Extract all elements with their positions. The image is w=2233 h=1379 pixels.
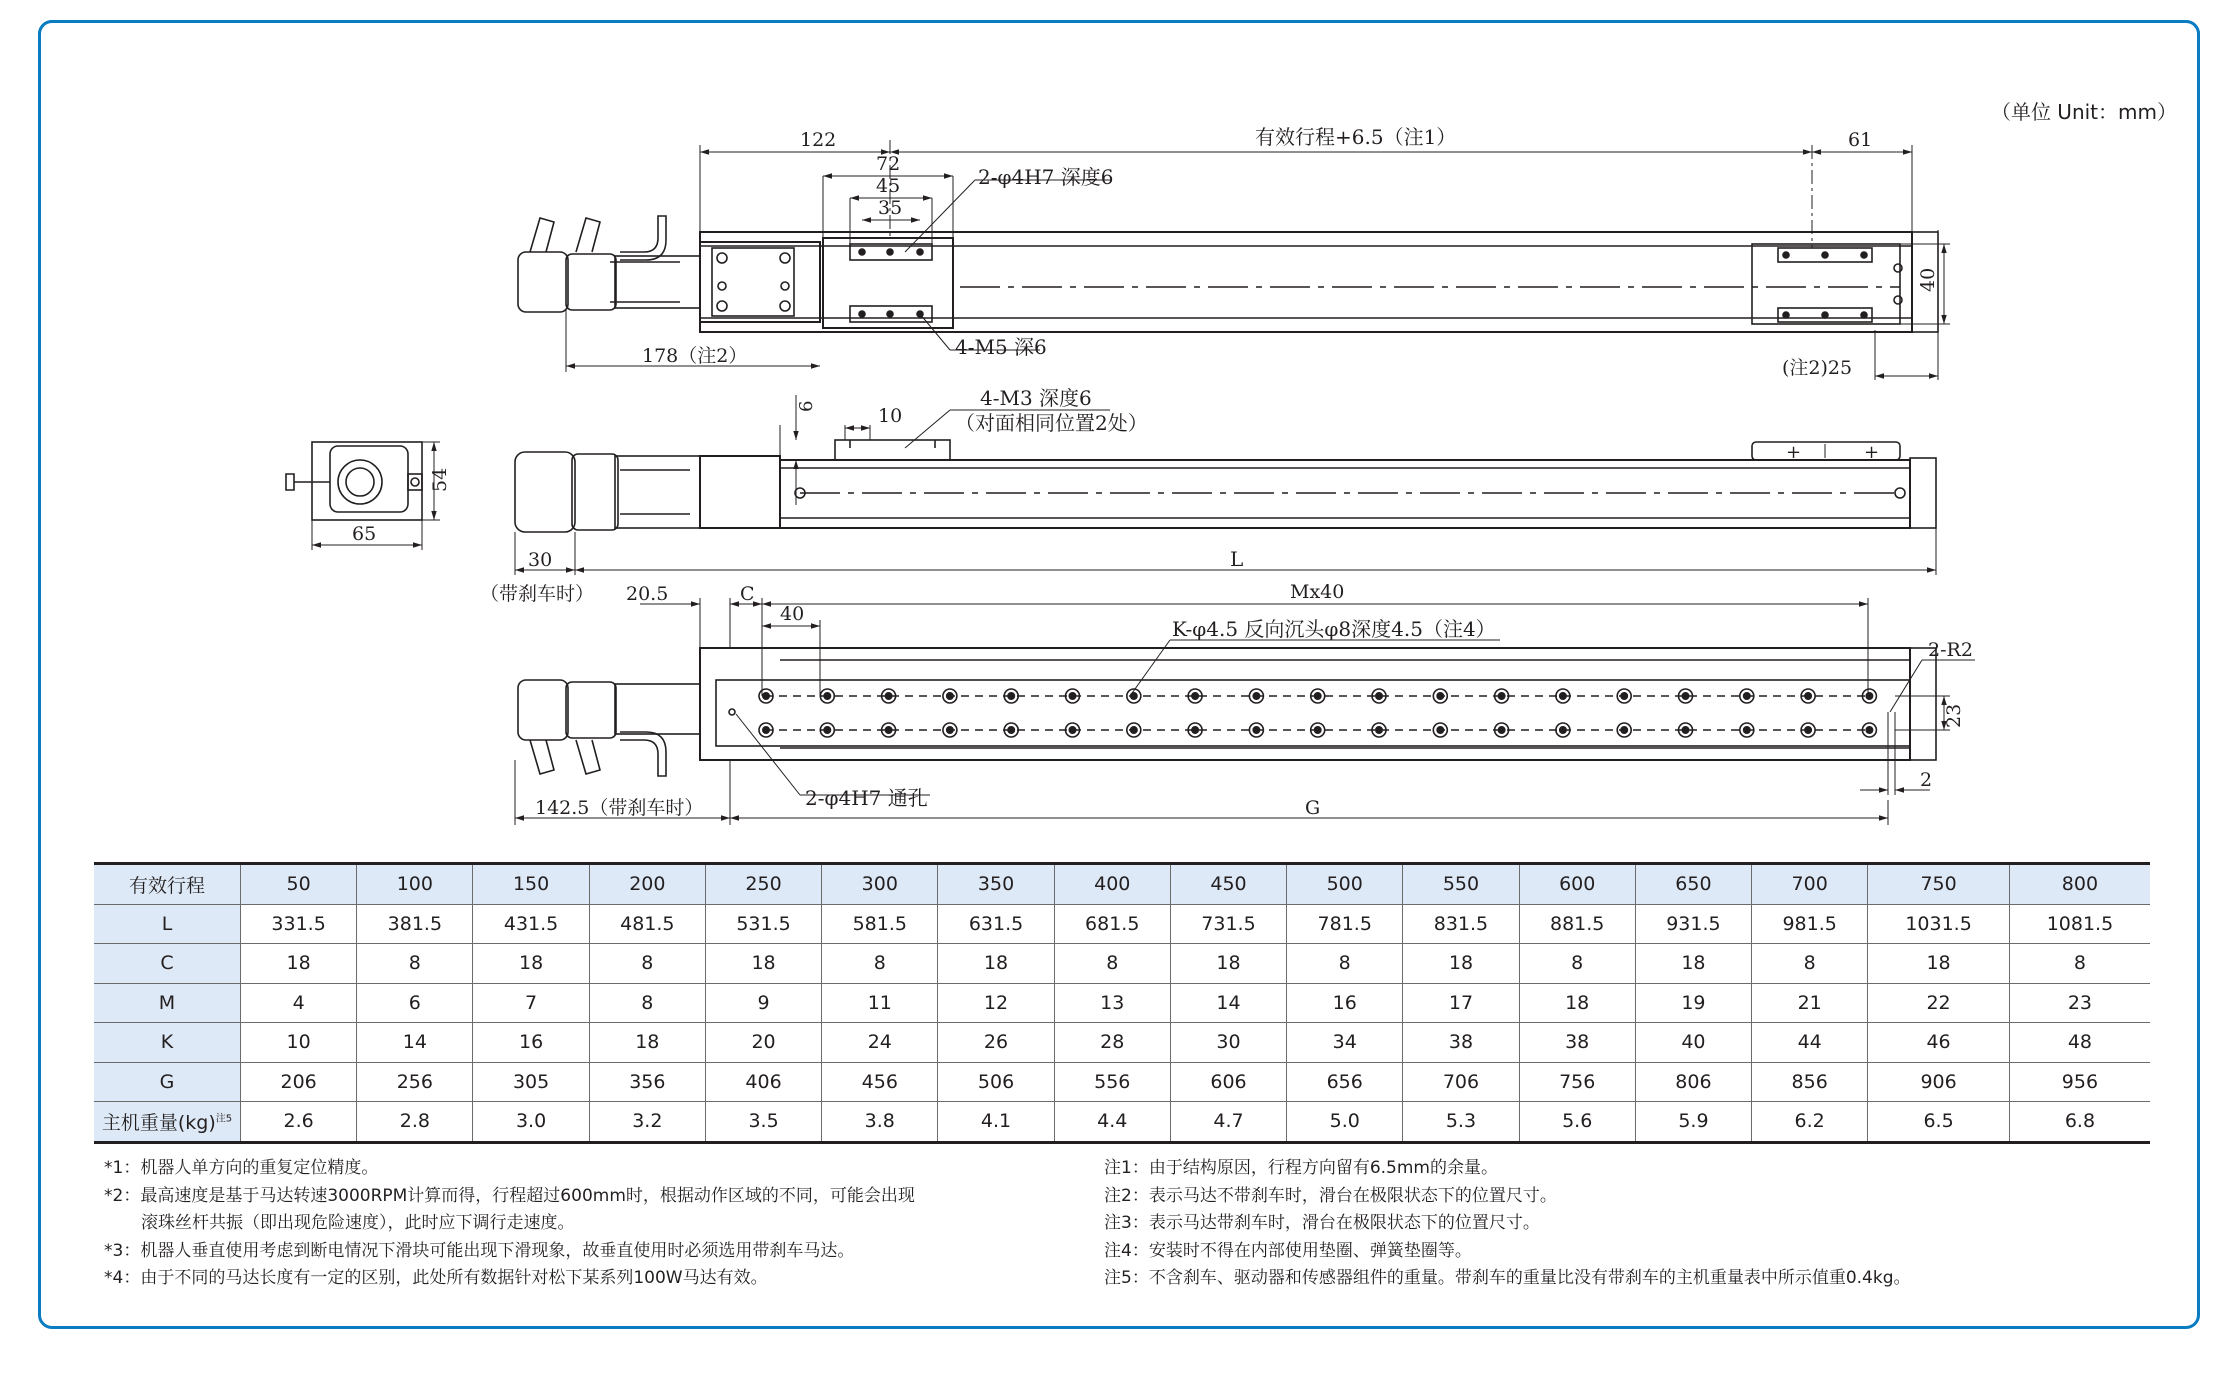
spec-cell: 18 — [241, 944, 357, 984]
spec-cell: 5.0 — [1287, 1102, 1403, 1143]
spec-cell: 506 — [938, 1062, 1054, 1102]
counterbore-hole-center — [947, 693, 953, 699]
side-view — [286, 386, 1936, 605]
note-line: 注5：不含刹车、驱动器和传感器组件的重量。带刹车的重量比没有带刹车的主机重量表中所示值重0.4kg。 — [1104, 1268, 1911, 1288]
dim-L: L — [1230, 547, 1244, 571]
note-m3-thread: 4-M3 深度6 — [980, 386, 1092, 410]
dim-6: 6 — [796, 400, 817, 412]
spec-cell: 606 — [1170, 1062, 1286, 1102]
spec-row-label-text: L — [161, 912, 173, 935]
spec-cell: 381.5 — [357, 904, 473, 944]
dim-C: C — [740, 583, 755, 605]
counterbore-hole-center — [1192, 693, 1198, 699]
spec-cell: 8 — [2009, 944, 2150, 984]
note-line: 注4：安装时不得在内部使用垫圈、弹簧垫圈等。 — [1104, 1240, 1472, 1261]
spec-row-label — [94, 1062, 241, 1102]
counterbore-hole-center — [1008, 693, 1014, 699]
note-line: *1：机器人单方向的重复定位精度。 — [104, 1158, 379, 1178]
dim-30: 30 — [528, 549, 553, 571]
dim-45: 45 — [876, 175, 901, 197]
spec-row-label-text: 主机重量(kg) — [101, 1111, 216, 1134]
counterbore-hole-center — [1744, 693, 1750, 699]
spec-row-label-text: M — [158, 991, 176, 1014]
spec-row — [94, 983, 2150, 1023]
title-footnote-mark: *4 — [296, 28, 330, 56]
spec-cell: 4.7 — [1170, 1102, 1286, 1143]
spec-row-label-text: G — [159, 1070, 175, 1093]
spec-cell: 18 — [1519, 983, 1635, 1023]
spec-cell: 19 — [1635, 983, 1751, 1023]
dim-23: 23 — [1943, 703, 1965, 728]
stroke-cell: 50 — [241, 864, 357, 905]
dim-Mx40: Mx40 — [1290, 581, 1345, 603]
spec-cell: 34 — [1287, 1023, 1403, 1063]
spec-row — [94, 1062, 2150, 1102]
counterbore-hole-center — [1437, 727, 1443, 733]
note-line: *2：最高速度是基于马达转速3000RPM计算而得，行程超过600mm时，根据动作区域的不同，可能会出现 — [104, 1185, 915, 1206]
spec-cell: 356 — [589, 1062, 705, 1102]
counterbore-hole-center — [1498, 727, 1504, 733]
dim-35: 35 — [878, 197, 903, 219]
spec-cell: 21 — [1752, 983, 1868, 1023]
counterbore-hole-center — [1069, 727, 1075, 733]
spec-cell: 831.5 — [1403, 904, 1519, 944]
note-R2: 2-R2 — [1928, 639, 1973, 661]
note-line: 注1：由于结构原因，行程方向留有6.5mm的余量。 — [1104, 1158, 1498, 1178]
spec-cell: 12 — [938, 983, 1054, 1023]
spec-cell: 38 — [1519, 1023, 1635, 1063]
spec-cell: 531.5 — [705, 904, 821, 944]
counterbore-hole-center — [1253, 727, 1259, 733]
spec-cell: 5.9 — [1635, 1102, 1751, 1143]
dim-G: G — [1305, 797, 1321, 819]
stroke-cell: 450 — [1170, 864, 1286, 905]
spec-cell: 731.5 — [1170, 904, 1286, 944]
spec-cell: 331.5 — [241, 904, 357, 944]
svg-text:+: + — [1786, 442, 1802, 463]
spec-row-label-text: K — [160, 1031, 174, 1054]
spec-cell: 23 — [2009, 983, 2150, 1023]
spec-cell: 18 — [1868, 944, 2010, 984]
dim-2: 2 — [1920, 769, 1933, 791]
spec-cell: 656 — [1287, 1062, 1403, 1102]
spec-cell: 8 — [1752, 944, 1868, 984]
note-with-brake: （带刹车时） — [480, 583, 595, 605]
counterbore-hole-center — [1315, 693, 1321, 699]
spec-cell: 481.5 — [589, 904, 705, 944]
counterbore-hole-center — [1253, 693, 1259, 699]
counterbore-hole-center — [1682, 693, 1688, 699]
dim-54: 54 — [429, 467, 451, 492]
counterbore-hole-center — [1805, 727, 1811, 733]
dim-122: 122 — [800, 129, 837, 151]
spec-cell: 781.5 — [1287, 904, 1403, 944]
stroke-cell: 600 — [1519, 864, 1635, 905]
stroke-cell: 300 — [822, 864, 938, 905]
spec-cell: 581.5 — [822, 904, 938, 944]
counterbore-hole-center — [885, 693, 891, 699]
spec-cell: 14 — [357, 1023, 473, 1063]
stroke-cell: 150 — [473, 864, 589, 905]
spec-cell: 9 — [705, 983, 821, 1023]
spec-cell: 18 — [1635, 944, 1751, 984]
note-m5-thread: 4-M5 深6 — [955, 335, 1047, 359]
dim-40-top: 40 — [1917, 267, 1939, 292]
spec-cell: 4.1 — [938, 1102, 1054, 1143]
spec-cell: 18 — [473, 944, 589, 984]
spec-cell: 6.8 — [2009, 1102, 2150, 1143]
note-through-hole: 2-φ4H7 通孔 — [805, 786, 928, 810]
stroke-cell: 100 — [357, 864, 473, 905]
spec-cell: 8 — [1054, 944, 1170, 984]
dim-40-pitch: 40 — [780, 603, 805, 625]
spec-cell: 8 — [357, 944, 473, 984]
stroke-cell: 350 — [938, 864, 1054, 905]
spec-cell: 28 — [1054, 1023, 1170, 1063]
dim-72: 72 — [876, 153, 901, 175]
counterbore-hole-center — [824, 693, 830, 699]
stroke-cell: 250 — [705, 864, 821, 905]
spec-cell: 14 — [1170, 983, 1286, 1023]
spec-cell: 7 — [473, 983, 589, 1023]
spec-cell: 931.5 — [1635, 904, 1751, 944]
spec-cell: 8 — [822, 944, 938, 984]
spec-row-label — [94, 944, 241, 984]
spec-cell: 26 — [938, 1023, 1054, 1063]
spec-cell: 406 — [705, 1062, 821, 1102]
counterbore-hole-center — [1069, 693, 1075, 699]
spec-cell: 48 — [2009, 1023, 2150, 1063]
spec-cell: 11 — [822, 983, 938, 1023]
note-line: *4：由于不同的马达长度有一定的区别，此处所有数据针对松下某系列100W马达有效。 — [104, 1268, 768, 1288]
counterbore-hole-center — [1805, 693, 1811, 699]
spec-cell: 20 — [705, 1023, 821, 1063]
spec-cell: 5.3 — [1403, 1102, 1519, 1143]
spec-cell: 305 — [473, 1062, 589, 1102]
spec-cell: 22 — [1868, 983, 2010, 1023]
spec-cell: 856 — [1752, 1062, 1868, 1102]
spec-cell: 18 — [705, 944, 821, 984]
spec-cell: 46 — [1868, 1023, 2010, 1063]
spec-cell: 8 — [589, 983, 705, 1023]
spec-row-label — [94, 983, 241, 1023]
counterbore-hole-center — [1376, 727, 1382, 733]
counterbore-hole-center — [1560, 693, 1566, 699]
bottom-view — [515, 581, 1975, 825]
spec-cell: 24 — [822, 1023, 938, 1063]
dim-10: 10 — [878, 405, 903, 427]
spec-row — [94, 944, 2150, 984]
counterbore-hole-center — [1560, 727, 1566, 733]
top-view — [518, 125, 1950, 380]
spec-cell: 40 — [1635, 1023, 1751, 1063]
spec-cell: 44 — [1752, 1023, 1868, 1063]
counterbore-hole-center — [1315, 727, 1321, 733]
dim-stroke: 有效行程+6.5（注1） — [1255, 125, 1457, 149]
spec-cell: 1031.5 — [1868, 904, 2010, 944]
spec-header-label: 有效行程 — [94, 864, 241, 905]
spec-cell: 8 — [1287, 944, 1403, 984]
spec-cell: 256 — [357, 1062, 473, 1102]
spec-cell: 6.2 — [1752, 1102, 1868, 1143]
dim-61: 61 — [1848, 129, 1873, 151]
note-line: 注2：表示马达不带刹车时，滑台在极限状态下的位置尺寸。 — [1104, 1185, 1557, 1206]
counterbore-hole-center — [763, 693, 769, 699]
spec-cell: 881.5 — [1519, 904, 1635, 944]
note-line: *3：机器人垂直使用考虑到断电情况下滑块可能出现下滑现象，故垂直使用时必须选用带刹车马达。 — [104, 1240, 855, 1261]
stroke-cell: 550 — [1403, 864, 1519, 905]
spec-cell: 8 — [589, 944, 705, 984]
counterbore-hole-center — [1192, 727, 1198, 733]
spec-cell: 3.0 — [473, 1102, 589, 1143]
counterbore-hole-center — [1131, 727, 1137, 733]
counterbore-hole-center — [1498, 693, 1504, 699]
spec-cell: 18 — [1170, 944, 1286, 984]
stroke-cell: 400 — [1054, 864, 1170, 905]
note-pin-hole: 2-φ4H7 深度6 — [978, 165, 1114, 189]
spec-cell: 6.5 — [1868, 1102, 2010, 1143]
spec-cell: 906 — [1868, 1062, 2010, 1102]
stroke-cell: 800 — [2009, 864, 2150, 905]
spec-row-label — [94, 1102, 241, 1143]
note-m3-opposite: （对面相同位置2处） — [955, 411, 1148, 435]
counterbore-hole-center — [885, 727, 891, 733]
spec-cell: 2.8 — [357, 1102, 473, 1143]
spec-row-label — [94, 1023, 241, 1063]
counterbore-hole-center — [1866, 727, 1872, 733]
spec-row-label — [94, 904, 241, 944]
spec-cell: 2.6 — [241, 1102, 357, 1143]
spec-cell: 4 — [241, 983, 357, 1023]
dim-142-5: 142.5（带刹车时） — [535, 797, 704, 819]
spec-header-row — [94, 864, 2150, 905]
spec-cell: 681.5 — [1054, 904, 1170, 944]
spec-row-label-text: C — [160, 952, 174, 975]
dim-20-5: 20.5 — [626, 583, 669, 605]
counterbore-hole-center — [1437, 693, 1443, 699]
counterbore-hole-center — [1621, 727, 1627, 733]
spec-cell: 206 — [241, 1062, 357, 1102]
note-line: 滚珠丝杆共振（即出现危险速度），此时应下调行走速度。 — [141, 1213, 575, 1233]
spec-cell: 17 — [1403, 983, 1519, 1023]
stroke-cell: 500 — [1287, 864, 1403, 905]
spec-cell: 18 — [1403, 944, 1519, 984]
stroke-cell: 700 — [1752, 864, 1868, 905]
page-title: 外形尺寸图 $^{*4}$ — [72, 28, 330, 83]
spec-row — [94, 904, 2150, 944]
spec-cell: 431.5 — [473, 904, 589, 944]
spec-cell: 3.8 — [822, 1102, 938, 1143]
notes-left — [104, 1155, 915, 1293]
counterbore-hole-center — [947, 727, 953, 733]
spec-cell: 18 — [938, 944, 1054, 984]
spec-row-label-footnote: 注5 — [215, 1113, 233, 1125]
spec-cell: 16 — [1287, 983, 1403, 1023]
counterbore-hole-center — [763, 727, 769, 733]
spec-cell: 3.5 — [705, 1102, 821, 1143]
svg-text:+: + — [1864, 442, 1880, 463]
spec-cell: 38 — [1403, 1023, 1519, 1063]
spec-cell: 6 — [357, 983, 473, 1023]
spec-row — [94, 1102, 2150, 1143]
spec-cell: 18 — [589, 1023, 705, 1063]
spec-cell: 13 — [1054, 983, 1170, 1023]
counterbore-hole-center — [1744, 727, 1750, 733]
unit-label: （单位 Unit：mm） — [1990, 100, 2177, 124]
spec-cell: 16 — [473, 1023, 589, 1063]
spec-cell: 981.5 — [1752, 904, 1868, 944]
note-line: 注3：表示马达带刹车时，滑台在极限状态下的位置尺寸。 — [1104, 1213, 1540, 1233]
counterbore-hole-center — [1682, 727, 1688, 733]
spec-cell: 1081.5 — [2009, 904, 2150, 944]
spec-cell: 556 — [1054, 1062, 1170, 1102]
spec-cell: 806 — [1635, 1062, 1751, 1102]
dim-178: 178（注2） — [642, 345, 748, 367]
spec-cell: 756 — [1519, 1062, 1635, 1102]
notes-right — [1104, 1155, 1911, 1293]
counterbore-hole-center — [1621, 693, 1627, 699]
counterbore-hole-center — [1008, 727, 1014, 733]
stroke-cell: 750 — [1868, 864, 2010, 905]
dim-65: 65 — [352, 523, 377, 545]
spec-cell: 30 — [1170, 1023, 1286, 1063]
counterbore-hole-center — [1376, 693, 1382, 699]
note-K-holes: K-φ4.5 反向沉头φ8深度4.5（注4） — [1172, 617, 1496, 641]
stroke-cell: 200 — [589, 864, 705, 905]
spec-cell: 631.5 — [938, 904, 1054, 944]
spec-cell: 956 — [2009, 1062, 2150, 1102]
spec-cell: 706 — [1403, 1062, 1519, 1102]
dim-25: (注2)25 — [1782, 357, 1853, 379]
spec-row — [94, 1023, 2150, 1063]
spec-table — [94, 862, 2150, 1144]
spec-cell: 3.2 — [589, 1102, 705, 1143]
spec-cell: 5.6 — [1519, 1102, 1635, 1143]
spec-cell: 456 — [822, 1062, 938, 1102]
stroke-cell: 650 — [1635, 864, 1751, 905]
counterbore-hole-center — [1866, 693, 1872, 699]
counterbore-hole-center — [824, 727, 830, 733]
spec-cell: 10 — [241, 1023, 357, 1063]
spec-cell: 4.4 — [1054, 1102, 1170, 1143]
spec-cell: 8 — [1519, 944, 1635, 984]
